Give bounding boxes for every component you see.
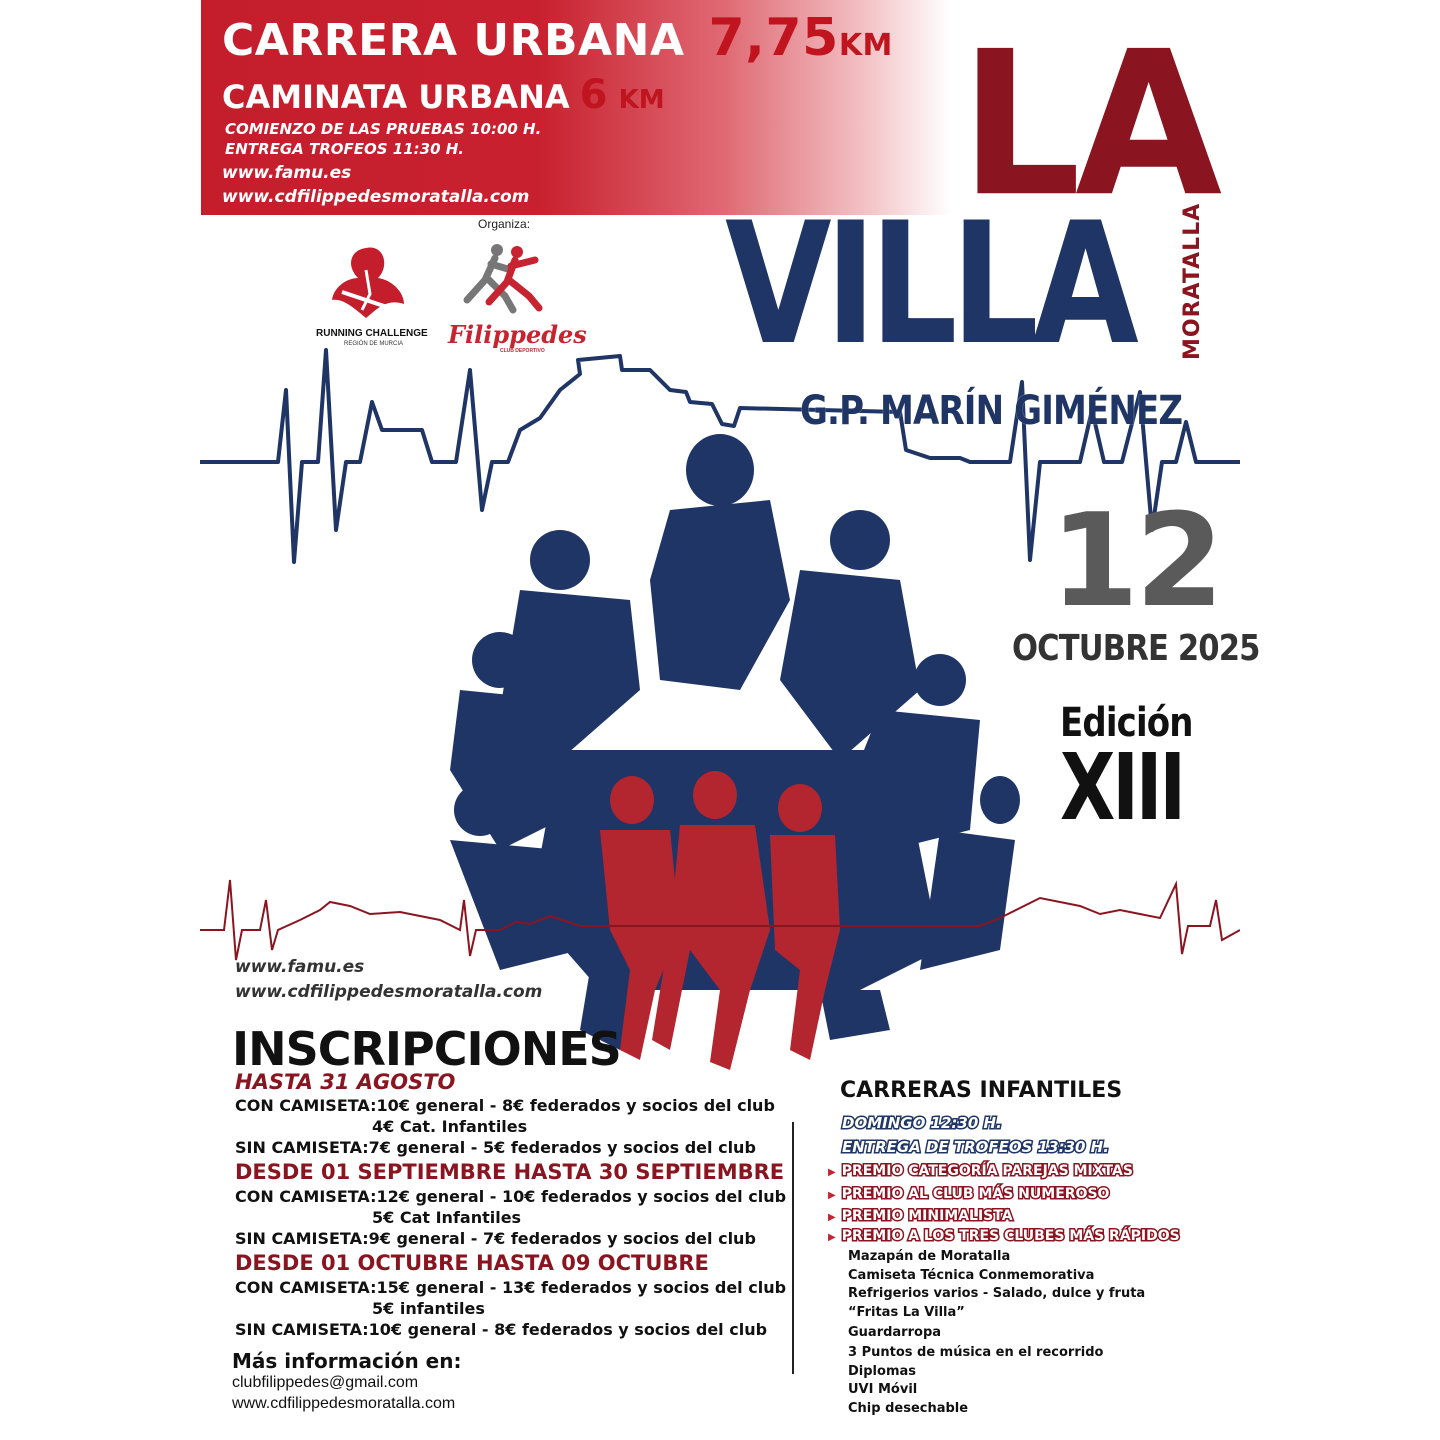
premio-item — [828, 1186, 1109, 1202]
period-2-label: DESDE 01 SEPTIEMBRE HASTA 30 SEPTIEMBRE — [235, 1160, 785, 1184]
lower-web-famu[interactable]: www.famu.es — [235, 957, 365, 977]
edition-number: XIII — [1060, 734, 1183, 841]
infantiles-trophies: ENTREGA DE TROFEOS 13:30 H. — [842, 1138, 1109, 1156]
walk-heading — [222, 72, 665, 118]
title-villa: VILLA — [725, 186, 1133, 382]
feature-item: UVI Móvil — [848, 1382, 918, 1397]
info-email[interactable]: clubfilippedes@gmail.com — [232, 1374, 419, 1391]
lower-web-club[interactable]: www.cdfilippedesmoratalla.com — [235, 982, 543, 1002]
period-2-sin: SIN CAMISETA:9€ general - 7€ federados y socios del club — [235, 1229, 756, 1248]
premio-label: PREMIO A LOS TRES CLUBES MÁS RÁPIDOS — [841, 1228, 1180, 1244]
filippedes-runners-logo — [455, 240, 555, 320]
period-1-sin: SIN CAMISETA:7€ general - 5€ federados y socios del club — [235, 1138, 756, 1157]
infantiles-title: CARRERAS INFANTILES — [840, 1078, 1123, 1103]
feature-item: Diplomas — [848, 1364, 916, 1379]
start-time: COMIENZO DE LAS PRUEBAS 10:00 H. — [225, 120, 542, 138]
walk-unit: KM — [618, 85, 665, 115]
walk-label: CAMINATA URBANA — [222, 78, 570, 116]
triangle-bullet-icon: ▶ — [828, 1212, 836, 1223]
filippedes-sub: CLUB DEPORTIVO — [500, 348, 545, 354]
running-challenge-logo — [326, 240, 412, 322]
race-unit: KM — [838, 28, 893, 63]
triangle-bullet-icon: ▶ — [828, 1167, 836, 1178]
feature-item: Refrigerios varios - Salado, dulce y fruta — [848, 1286, 1146, 1301]
premio-label: PREMIO AL CLUB MÁS NUMEROSO — [841, 1186, 1110, 1202]
running-challenge-sub: REGIÓN DE MURCIA — [344, 341, 404, 347]
column-divider — [792, 1122, 794, 1374]
info-title: Más información en: — [232, 1349, 462, 1373]
period-2-con: CON CAMISETA:12€ general - 10€ federados y socios del club — [235, 1187, 787, 1206]
running-challenge-text: RUNNING CHALLENGE — [316, 328, 428, 339]
period-3-sin: SIN CAMISETA:10€ general - 8€ federados y socios del club — [235, 1320, 768, 1339]
trophies-time: ENTREGA TROFEOS 11:30 H. — [225, 140, 464, 158]
period-2-con-inf: 5€ Cat Infantiles — [372, 1208, 522, 1227]
premio-item — [828, 1208, 1013, 1224]
race-heading — [222, 8, 893, 68]
infantiles-time: DOMINGO 12:30 H. — [842, 1114, 1002, 1132]
title-town: MORATALLA — [1180, 202, 1205, 360]
feature-item: Guardarropa — [848, 1325, 942, 1340]
inscripciones-title: INSCRIPCIONES — [232, 1022, 621, 1076]
feature-item: “Fritas La Villa” — [848, 1305, 965, 1320]
triangle-bullet-icon: ▶ — [828, 1232, 836, 1243]
feature-item: Chip desechable — [848, 1401, 969, 1416]
walk-distance: 6 — [579, 72, 608, 118]
header-web-club[interactable]: www.cdfilippedesmoratalla.com — [222, 187, 530, 207]
premio-item — [828, 1163, 1133, 1179]
premio-label: PREMIO MINIMALISTA — [841, 1208, 1013, 1224]
organiza-label: Organiza: — [478, 217, 531, 231]
race-distance: 7,75 — [708, 8, 839, 68]
info-web[interactable]: www.cdfilippedesmoratalla.com — [232, 1395, 456, 1412]
feature-item: Mazapán de Moratalla — [848, 1249, 1011, 1264]
title-gp: G.P. MARÍN GIMÉNEZ — [800, 388, 1183, 434]
race-label: CARRERA URBANA — [222, 15, 685, 66]
date-day: 12 — [1050, 487, 1221, 636]
header-web-famu[interactable]: www.famu.es — [222, 163, 352, 183]
period-3-con-inf: 5€ infantiles — [372, 1299, 485, 1318]
period-1-label: HASTA 31 AGOSTO — [235, 1070, 456, 1094]
feature-item: Camiseta Técnica Conmemorativa — [848, 1268, 1095, 1283]
premio-label: PREMIO CATEGORÍA PAREJAS MIXTAS — [841, 1163, 1133, 1179]
triangle-bullet-icon: ▶ — [828, 1190, 836, 1201]
period-1-con: CON CAMISETA:10€ general - 8€ federados y socios del club — [235, 1096, 775, 1115]
title-la: LA — [960, 8, 1217, 241]
edition-label: Edición — [1060, 700, 1193, 746]
red-heartbeat-line — [200, 870, 1240, 970]
period-3-con: CON CAMISETA:15€ general - 13€ federados y socios del club — [235, 1278, 787, 1297]
feature-item: 3 Puntos de música en el recorrido — [848, 1345, 1104, 1360]
period-3-label: DESDE 01 OCTUBRE HASTA 09 OCTUBRE — [235, 1251, 709, 1275]
date-month-year: OCTUBRE 2025 — [1012, 628, 1260, 669]
premio-item — [828, 1228, 1180, 1244]
period-1-con-inf: 4€ Cat. Infantiles — [372, 1117, 528, 1136]
filippedes-logo-text: Filippedes — [448, 320, 587, 349]
runners-illustration — [440, 430, 1020, 1070]
